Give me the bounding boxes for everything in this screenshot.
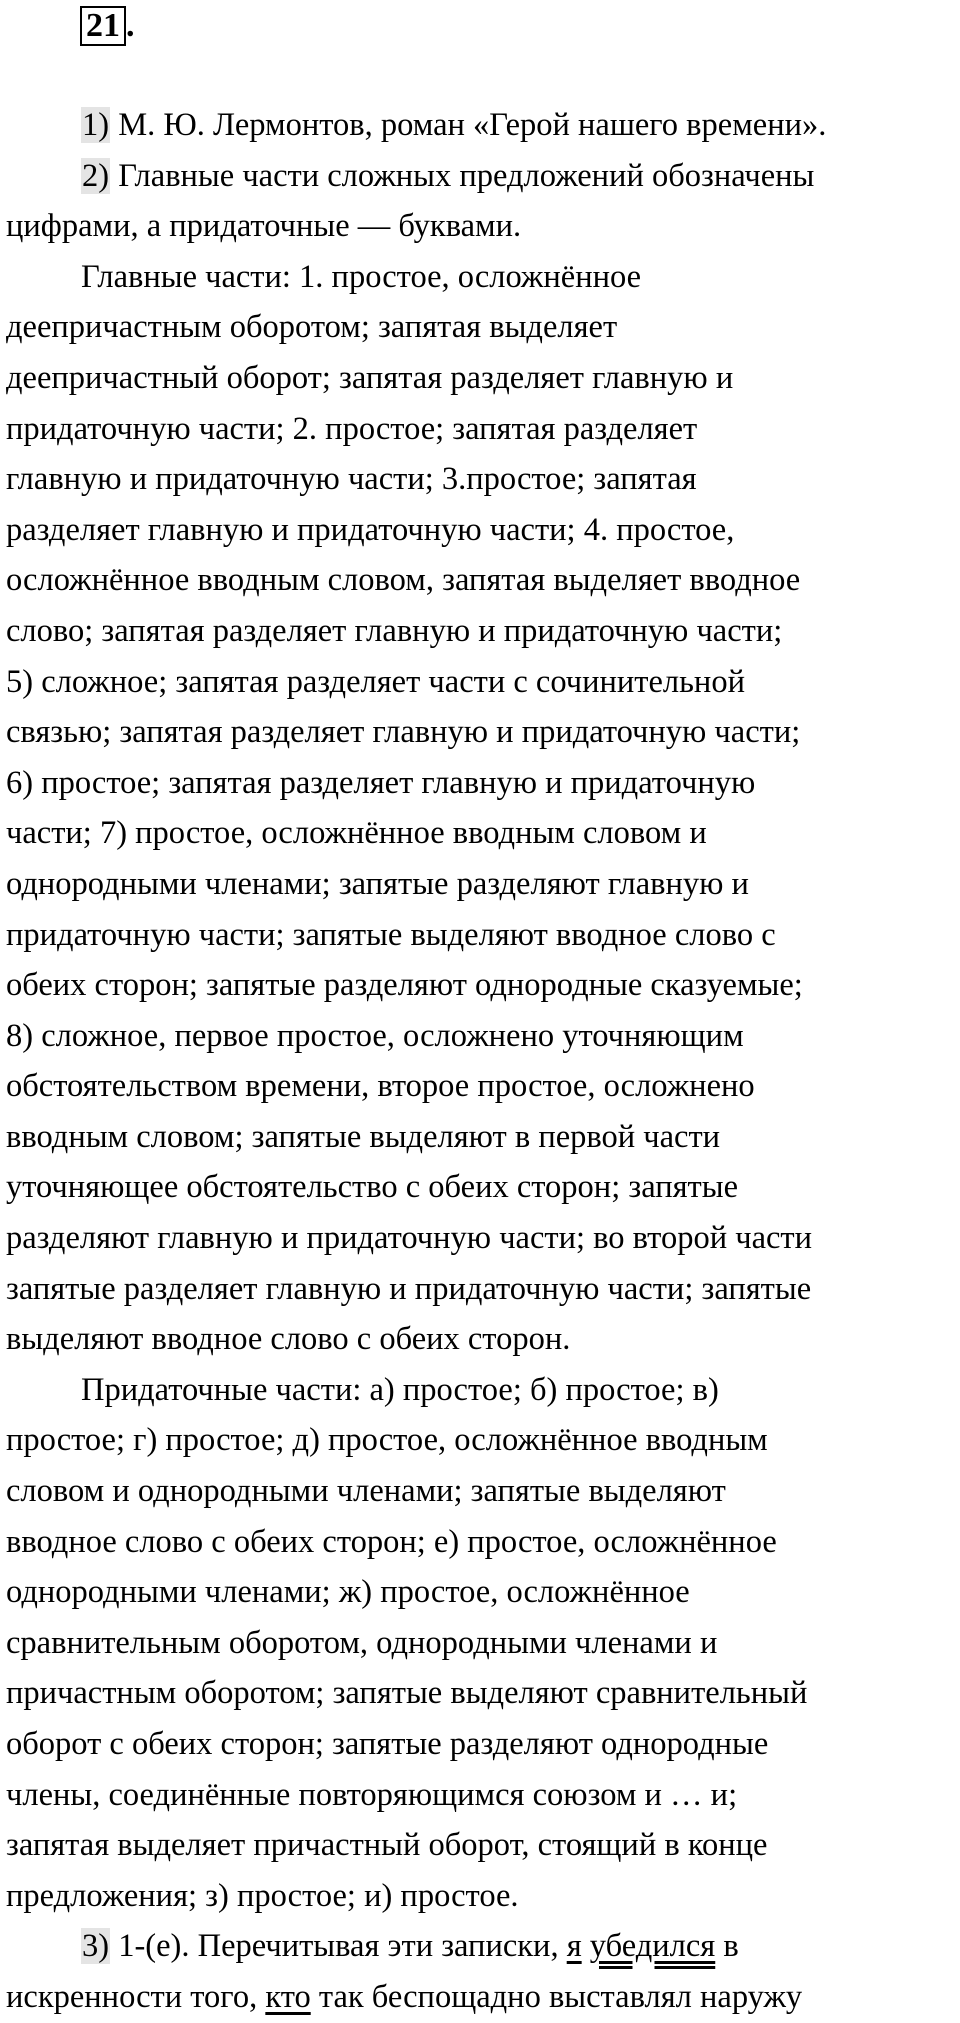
paragraph-3-line: придаточную части; запятые выделяют вводное слово с [6,916,776,953]
paragraph-3-line: части; 7) простое, осложнённое вводным словом и [6,815,707,852]
paragraph-3-line: обстоятельством времени, второе простое, осложнено [6,1068,755,1105]
paragraph-3-line: деепричастным оборотом; запятая выделяет [6,309,618,346]
paragraph-3-line: деепричастный оборот; запятая разделяет главную и [6,359,734,396]
paragraph-3-line: Главные части: 1. простое, осложнённое [81,258,642,295]
paragraph-5-line-2-end: так беспощадно выставлял наружу [310,1978,803,2015]
item-label-2: 2) [82,157,110,194]
paragraph-3-line: обеих сторон; запятые разделяют однородные сказуемые; [6,967,803,1004]
paragraph-3-line: связью; запятая разделяет главную и придаточную части; [6,714,801,751]
paragraph-4-line: причастным оборотом; запятые выделяют сравнительный [6,1675,808,1712]
paragraph-2-line-2: цифрами, а придаточные — буквами. [6,208,522,245]
paragraph-3-line: разделяет главную и придаточную части; 4. простое, [6,511,735,548]
task-number-dot: . [126,7,135,44]
paragraph-4-line: вводное слово с обеих сторон; е) простое, осложнённое [6,1523,777,1560]
paragraph-5-line-2 [6,1972,956,2023]
word-space [582,1928,590,1964]
paragraph-3-line: слово; запятая разделяет главную и придаточную части; [6,612,783,649]
paragraph-5-line-2-start: искренности того, [6,1978,266,2015]
paragraph-3-line: запятые разделяет главную и придаточную части; запятые [6,1270,812,1307]
paragraph-4-line: предложения; з) простое; и) простое. [6,1877,519,1914]
paragraph-5-line-1 [6,1921,956,1972]
task-number-box: 21 [80,6,126,46]
item-label-3: 3) [82,1928,110,1965]
paragraph-4-line: сравнительным оборотом, однородными членами и [6,1624,718,1661]
paragraph-2-text: Главные части сложных предложений обозначены [110,157,815,194]
paragraph-1-text: М. Ю. Лермонтов, роман «Герой нашего времени». [110,107,827,143]
paragraph-5-text: 1-(е). Перечитывая эти записки, [110,1928,567,1965]
paragraph-3-line: однородными членами; запятые разделяют главную и [6,865,749,902]
paragraph-3-line: осложнённое вводным словом, запятая выделяет вводное [6,562,801,599]
paragraph-4-line: Придаточные части: а) простое; б) простое; в) [81,1371,719,1408]
paragraph-4-line: члены, соединённые повторяющимся союзом и … и; [6,1776,738,1813]
paragraph-3-line: главную и придаточную части; 3.простое; запятая [6,461,697,498]
paragraph-5-text-end: в [715,1928,739,1965]
item-label-1: 1) [82,107,110,143]
paragraph-3-line: придаточную части; 2. простое; запятая разделяет [6,410,698,447]
subject-underlined: кто [265,1978,311,2015]
subject-underlined: я [566,1928,582,1965]
paragraph-2-line-1 [6,151,956,202]
task-number [80,6,135,46]
paragraph-3-line: 6) простое; запятая разделяет главную и придаточную [6,764,756,801]
paragraph-3-line: уточняющее обстоятельство с обеих сторон; запятые [6,1169,738,1206]
paragraph-4-line: запятая выделяет причастный оборот, стоящий в конце [6,1827,768,1864]
paragraph-4-line: простое; г) простое; д) простое, осложнённое вводным [6,1422,768,1459]
paragraph-3-line: вводным словом; запятые выделяют в первой части [6,1118,721,1155]
paragraph-3-line: разделяют главную и придаточную части; во второй части [6,1220,813,1257]
predicate-underlined: убедился [589,1928,716,1965]
paragraph-4-line: оборот с обеих сторон; запятые разделяют однородные [6,1726,769,1762]
paragraph-3-line: 8) сложное, первое простое, осложнено уточняющим [6,1017,744,1054]
paragraph-1 [6,100,956,151]
answer-text [6,100,956,2023]
paragraph-4-line: словом и однородными членами; запятые выделяют [6,1473,726,1510]
paragraph-4-line: однородными членами; ж) простое, осложнённое [6,1574,690,1611]
paragraph-3-line: 5) сложное; запятая разделяет части с сочинительной [6,663,745,700]
paragraph-3-line: выделяют вводное слово с обеих сторон. [6,1321,571,1358]
